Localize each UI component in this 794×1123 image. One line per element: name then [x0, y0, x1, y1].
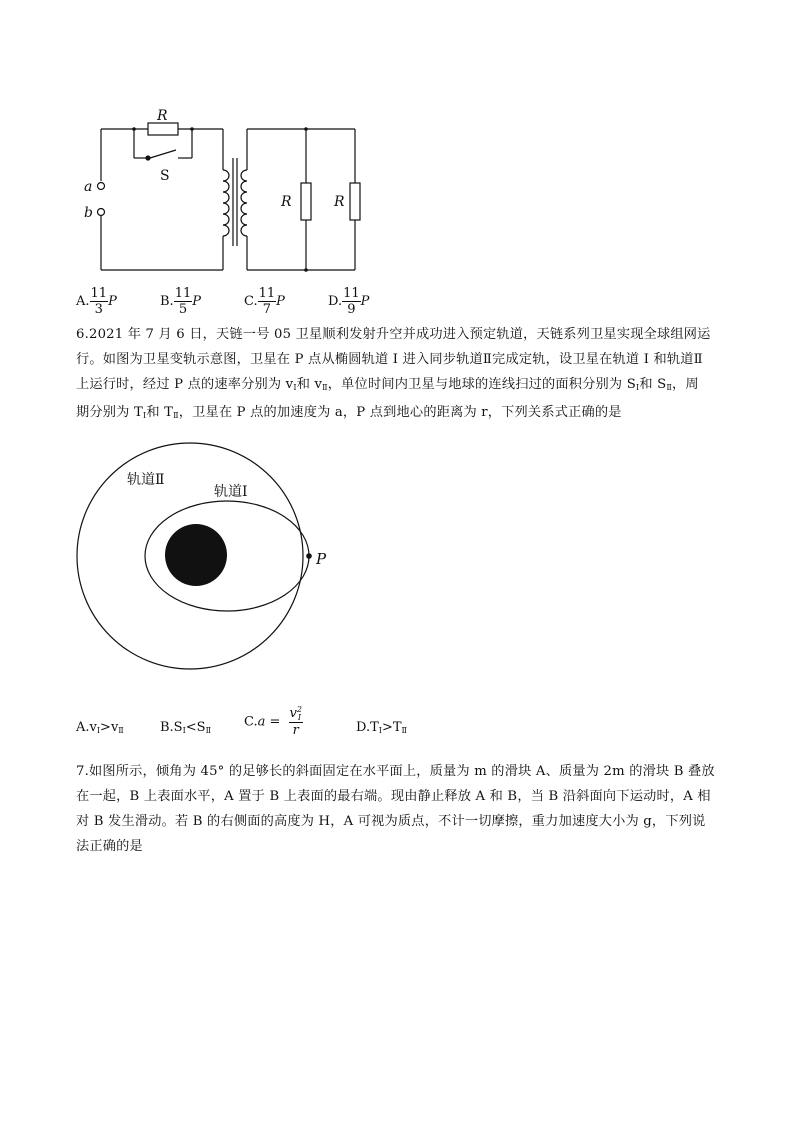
q6-line-1: 6.2021 年 7 月 6 日，天链一号 05 卫星顺利发射升空并成功进入预定轨道，天链系列卫星实现全球组网运 [76, 327, 711, 342]
label-r-middle: R [281, 194, 292, 210]
q7-line-4: 法正确的是 [76, 839, 143, 854]
q7-line-2: 在一起，B 上表面水平，A 置于 B 上表面的最右端。现由静止释放 A 和 B，当 B 沿斜面向下运动时，A 相 [76, 789, 711, 804]
q6-line-3: 上运行时，经过 P 点的速率分别为 $v_I$和 $v_Ⅱ$，单位时间内卫星与地球的连线扫过的面积分别为 $S_I$和 $S_Ⅱ$，周 [76, 377, 699, 392]
q5-option-c[interactable]: C. $\frac{11}{7}$ P [244, 286, 285, 317]
label-orbit-1: 轨道Ⅰ [214, 484, 248, 500]
point-p-marker [306, 553, 312, 559]
q6-option-b[interactable]: $B.S_I<S_Ⅱ$ [160, 720, 212, 735]
label-r-top: R [157, 108, 168, 124]
label-terminal-a: a [84, 179, 93, 195]
label-orbit-2: 轨道Ⅱ [127, 472, 165, 488]
q6-option-c[interactable]: C.a = v 2 I r [244, 705, 302, 738]
label-point-p: P [316, 550, 327, 568]
question-6-text [76, 322, 726, 428]
label-switch-s: S [160, 168, 170, 184]
label-terminal-b: b [84, 205, 93, 221]
q5-option-a[interactable]: A. $\frac{11}{3}$ P [76, 286, 117, 317]
orbit-diagram [70, 440, 340, 685]
label-r-right: R [334, 194, 345, 210]
q5-option-d[interactable]: D. $\frac{11}{9}$ P [328, 286, 370, 317]
question-7-text [76, 759, 726, 859]
q6-option-a[interactable]: $A.v_I>v_Ⅱ$ [76, 720, 124, 735]
q6-option-d[interactable]: $D.T_I>T_Ⅱ$ [356, 720, 407, 735]
circuit-diagram [80, 108, 380, 278]
q5-option-b[interactable]: B. $\frac{11}{5}$ P [160, 286, 201, 317]
q6-line-2: 行。如图为卫星变轨示意图，卫星在 P 点从椭圆轨道 I 进入同步轨道Ⅱ完成定轨，设卫星在轨道 I 和轨道Ⅱ [76, 352, 703, 367]
earth [165, 524, 227, 586]
q7-line-3: 对 B 发生滑动。若 B 的右侧面的高度为 H，A 可视为质点，不计一切摩擦，重力加速度大小为 g，下列说 [76, 814, 706, 829]
q7-line-1: 7.如图所示，倾角为 45° 的足够长的斜面固定在水平面上，质量为 m 的滑块 A、质量为 2m 的滑块 B 叠放 [76, 764, 715, 779]
q6-line-4: 期分别为 $T_I$和 $T_Ⅱ$，卫星在 P 点的加速度为 a，P 点到地心的距离为 r，下列关系式正确的是 [76, 405, 622, 420]
